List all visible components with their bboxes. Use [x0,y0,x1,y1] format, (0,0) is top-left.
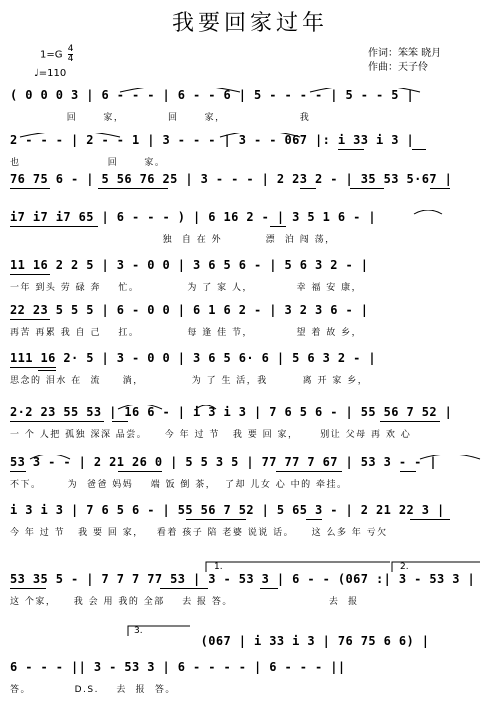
notation-line: 53 35 5 - | 7 7 7 77 53 | 3 - 53 3 | 6 - - (067 :| 3 - 53 3 | [10,572,476,586]
underlines [10,588,490,594]
lyric-line: 也 回 家。 [10,158,166,168]
notation-line: 11 16 2 2 5 | 3 - 0 0 | 3 6 5 6 - | 5 6 3 2 - | [10,258,369,272]
underlines [10,421,490,427]
underlines [10,188,490,194]
time-numerator: 4 [67,44,74,54]
time-denominator: 4 [67,54,74,64]
staff-system-13 [10,660,490,710]
notation-line: (067 | i 33 i 3 | 76 75 6 6) | [10,634,430,648]
notation-line: i 3 i 3 | 7 6 5 6 - | 55 56 7 52 | 5 65 3 - | 2 21 22 3 | [10,503,445,517]
volta-3-label: 3. [134,626,143,636]
notation-line: 6 - - - || 3 - 53 3 | 6 - - - - | 6 - - - || [10,660,346,674]
underlines [10,319,490,325]
song-title: 我要回家过年 [171,11,328,36]
underlines [10,519,490,525]
lyric-line: 一 个 人把 孤独 深深 品尝。 今 年 过 节 我 要 回 家， 别让 父母 再 欢 心 [10,430,412,440]
staff-system-10 [10,503,490,553]
underlines [10,471,490,477]
staff-system-1 [10,88,490,138]
staff-system-8 [10,405,490,455]
key-signature [40,45,73,64]
lyric-line: 一年 到头 劳 碌 奔 忙。 为 了 家 人， 幸 福 安 康， [10,283,363,293]
lyricist-credit: 作词：笨笨 晓月 [368,48,442,59]
notation-line: 2 - - - | 2 - - 1 | 3 - - - | 3 - - 067 |: i 33 i 3 | [10,133,415,147]
staff-system-4 [10,210,490,260]
volta-2-label: 2. [400,562,409,572]
lyric-line: 不下。 为 爸爸 妈妈 端 饭 倒 茶， 了却 儿女 心 中的 牵挂。 [10,480,348,490]
tempo-marking: ♩=110 [34,68,67,79]
notation-line: 111 16 2· 5 | 3 - 0 0 | 3 6 5 6· 6 | 5 6 3 2 - | [10,351,376,365]
staff-system-11 [10,562,490,622]
staff-system-5 [10,258,490,308]
volta-1-label: 1. [214,562,223,572]
lyric-line: 再苦 再累 我 自 己 扛。 每 逢 佳 节， 望 着 故 乡， [10,328,363,338]
notation-line: 2·2 23 55 53 | 16 6 - | i 3 i 3 | 7 6 5 6 - | 55 56 7 52 | [10,405,453,419]
staff-system-9 [10,455,490,505]
underlines [10,226,490,232]
notation-line: i7 i7 i7 65 | 6 - - - ) | 6 16 2 - | 3 5 1 6 - | [10,210,376,224]
underlines [10,367,490,373]
lyric-line: 答。 D.S. 去 报 答。 [10,685,176,695]
lyric-line: 思念的 泪水 在 流 淌， 为 了 生 活，我 离 开 家 乡， [10,376,369,386]
lyric-line: 今 年 过 节 我 要 回 家， 看着 孩子 陪 老婆 说说 话。 这 么多 年 亏欠 [10,528,388,538]
credits [368,47,441,75]
notation-line: 53 3 - - | 2 21 26 0 | 5 5 3 5 | 77 77 7 67 | 53 3 - - | [10,455,437,469]
notation-line: 22 23 5 5 5 | 6 - 0 0 | 6 1 6 2 - | 3 2 3 6 - | [10,303,369,317]
staff-system-7 [10,351,490,401]
underlines [10,274,490,280]
notation-line: ( 0 0 0 3 | 6 - - - | 6 - - 6 | 5 - - - - | 5 - - 5 | [10,88,415,102]
time-signature [68,45,74,64]
key-label: 1=G [40,49,63,61]
underlines [10,149,490,155]
staff-system-6 [10,303,490,353]
notation-line: 76 75 6 - | 5 56 76 25 | 3 - - - | 2 23 2 - | 35 53 5·67 | [10,172,453,186]
lyric-line: 这 个家， 我 会 用 我的 全部 去 报 答。 去 报 [10,597,359,607]
lyric-line: 独 自 在 外 漂 泊 闯 荡， [10,235,336,245]
composer-credit: 作曲：天子伶 [368,62,428,73]
lyric-line: 回 家， 回 家， 我 [10,113,311,123]
